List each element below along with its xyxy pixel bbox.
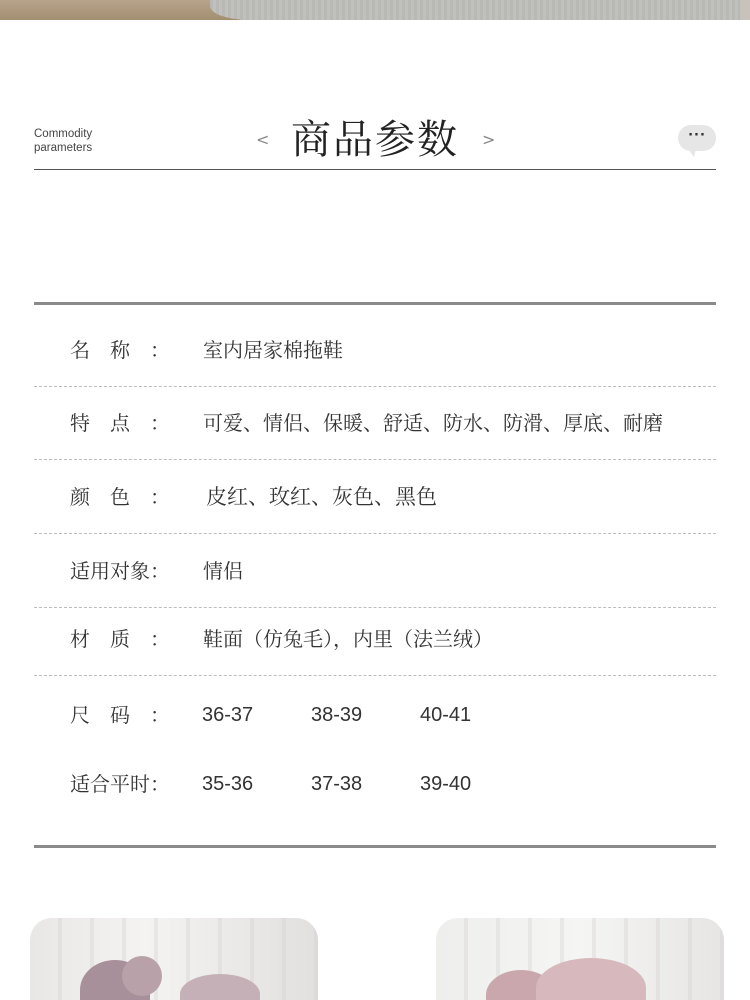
- param-label: 名 称 ：: [70, 338, 170, 362]
- arrow-right-icon: >: [482, 130, 496, 149]
- size-row: [34, 680, 716, 750]
- param-value: 皮红、玫红、灰色、黑色: [206, 485, 437, 509]
- param-value: 情侣: [203, 559, 243, 583]
- param-label: 颜 色 ：: [70, 485, 170, 509]
- top-product-photo: [0, 0, 750, 20]
- fit-row: [34, 749, 716, 819]
- param-row-color: [34, 461, 716, 534]
- fit-value: 37-38: [311, 773, 363, 795]
- header-divider: [34, 169, 716, 170]
- param-row-material: [34, 603, 716, 676]
- row-divider: [34, 533, 716, 534]
- product-photo-right: [436, 918, 724, 1000]
- size-value: 36-37: [202, 704, 254, 726]
- sofa-fabric: [210, 0, 740, 20]
- floor-wood: [0, 0, 240, 20]
- table-bottom-border: [34, 845, 716, 848]
- param-value: 鞋面（仿兔毛），内里（法兰绒）: [203, 627, 493, 651]
- param-row-name: [34, 314, 716, 387]
- param-value: 可爱、情侣、保暖、舒适、防水、防滑、厚底、耐磨: [203, 411, 663, 435]
- param-value: 室内居家棉拖鞋: [203, 338, 343, 362]
- row-divider: [34, 675, 716, 676]
- size-value: 40-41: [420, 704, 472, 726]
- subtitle-line-2: parameters: [34, 142, 93, 154]
- bubble-dots: ···: [688, 128, 706, 143]
- size-value: 38-39: [311, 704, 363, 726]
- param-row-features: [34, 387, 716, 460]
- slipper-ear-shape: [122, 956, 162, 996]
- section-header: [34, 110, 716, 170]
- fit-value: 39-40: [420, 773, 472, 795]
- row-divider: [34, 459, 716, 460]
- subtitle-line-1: Commodity: [34, 128, 93, 140]
- param-label: 材 质 ：: [70, 627, 170, 651]
- chat-bubble-icon: [678, 125, 716, 151]
- fit-label: 适合平时：: [70, 772, 170, 796]
- param-label: 适用对象：: [70, 559, 170, 583]
- size-label: 尺 码 ：: [70, 703, 170, 727]
- param-label: 特 点 ：: [70, 411, 170, 435]
- fit-value: 35-36: [202, 773, 254, 795]
- arrow-left-icon: <: [256, 130, 270, 149]
- table-top-border: [34, 302, 716, 305]
- curtain-stripes: [30, 918, 318, 1000]
- param-row-audience: [34, 535, 716, 608]
- page-title: 商品参数: [291, 117, 459, 163]
- product-photo-left: [30, 918, 318, 1000]
